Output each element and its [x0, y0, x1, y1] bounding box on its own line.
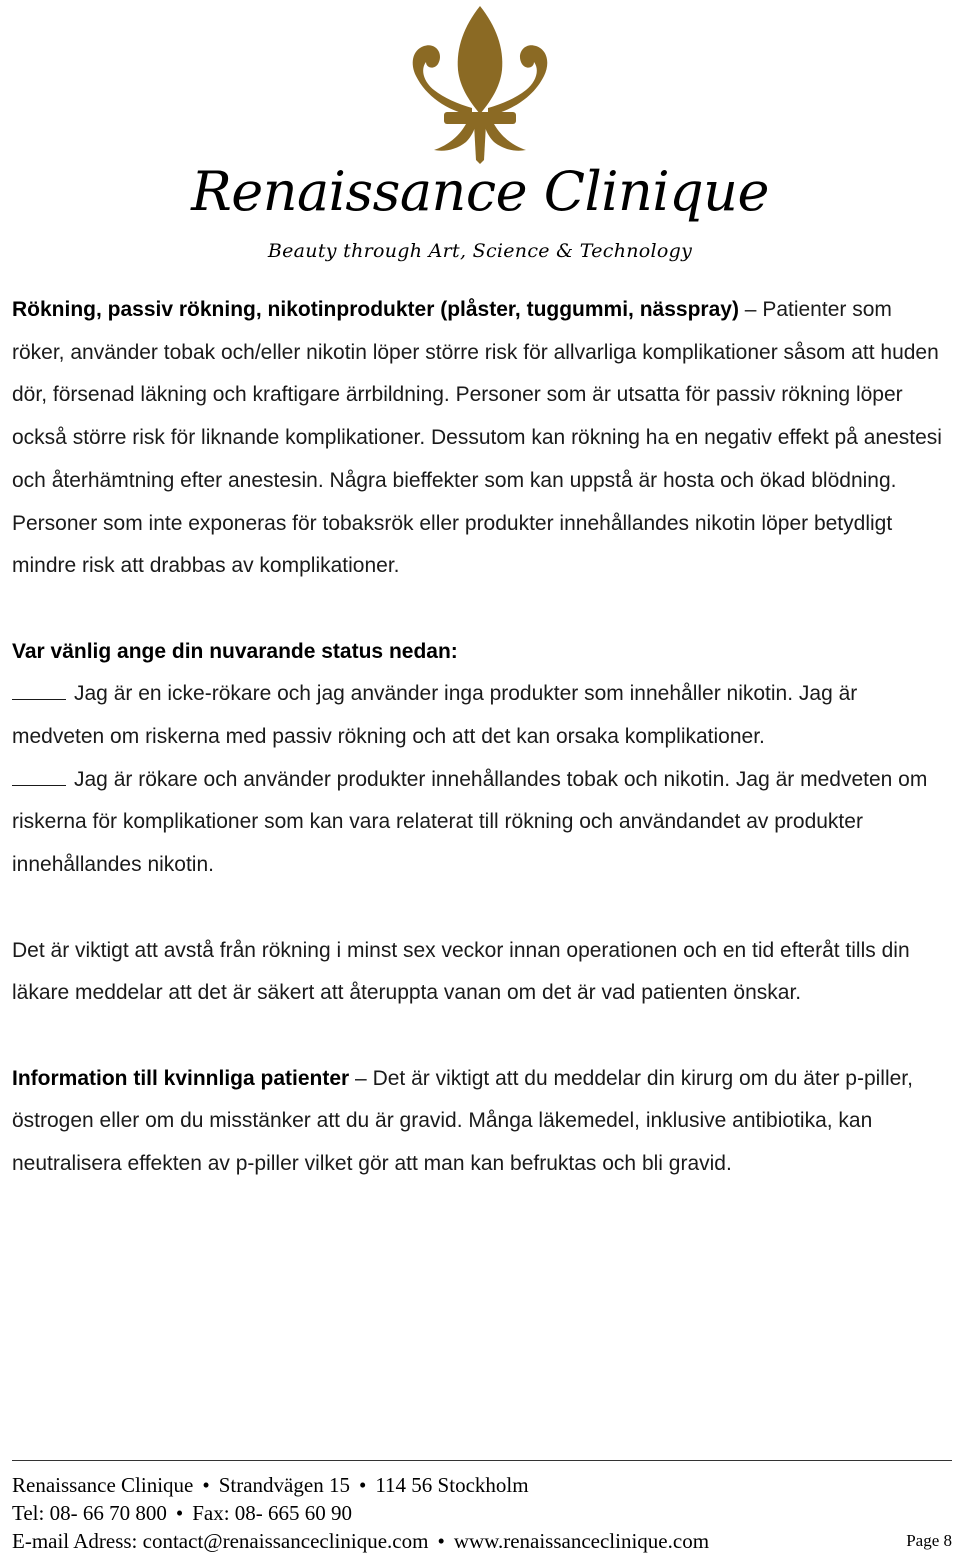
status-heading: Var vänlig ange din nuvarande status nedan:: [12, 639, 458, 663]
footer-phone-line: [12, 1499, 952, 1527]
checkbox-blank-line[interactable]: [12, 677, 66, 700]
abstain-paragraph: Det är viktigt att avstå från rökning i minst sex veckor innan operationen och en tid efteråt tills din läkare meddelar att det är säkert att återuppta vanan om det är vad patienten önskar.: [12, 938, 910, 1005]
smoking-paragraph: [12, 289, 942, 588]
letterhead: [0, 0, 960, 275]
bullet-icon: •: [202, 1473, 210, 1497]
smoking-heading: Rökning, passiv rökning, nikotinprodukter (plåster, tuggummi, nässpray): [12, 298, 739, 321]
footer-email[interactable]: E-mail Adress: contact@renaissanceclinique.com: [12, 1529, 429, 1553]
footer-website[interactable]: www.renaissanceclinique.com: [453, 1529, 710, 1553]
footer-address-line: [12, 1471, 952, 1499]
women-paragraph: [12, 1058, 942, 1186]
footer-street: Strandvägen 15: [218, 1473, 350, 1497]
footer: [12, 1471, 952, 1555]
brand-tagline: Beauty through Art, Science & Technology: [267, 240, 693, 262]
footer-divider: [12, 1460, 952, 1461]
brand-name: Renaissance Clinique: [191, 160, 769, 223]
women-body: Det är viktigt att du meddelar din kirurg om du äter p-piller, östrogen eller om du misstänker att du är gravid. Många läkemedel, inklusive antibiotika, kan neutralisera effekten av p-piller vilket gör att man kan befruktas och bli gravid.: [12, 1066, 913, 1176]
footer-contact-line: [12, 1527, 952, 1555]
women-dash: –: [349, 1066, 373, 1090]
footer-postal: 114 56 Stockholm: [375, 1473, 529, 1497]
option-smoker: [12, 759, 942, 887]
bullet-icon: •: [175, 1501, 184, 1525]
footer-company: Renaissance Clinique: [12, 1473, 194, 1497]
document-body: [12, 289, 942, 1186]
option-nonsmoker: [12, 673, 942, 758]
footer-tel: Tel: 08- 66 70 800: [12, 1501, 167, 1525]
women-heading: Information till kvinnliga patienter: [12, 1066, 350, 1090]
bullet-icon: •: [437, 1529, 445, 1553]
checkbox-blank-line[interactable]: [12, 763, 66, 786]
option-nonsmoker-text: Jag är en icke-rökare och jag använder inga produkter som innehåller nikotin. Jag är medveten om riskerna med passiv rökning och att det kan orsaka komplikationer.: [12, 682, 858, 749]
fleur-de-lis-icon: [386, 4, 574, 164]
page-number: Page 8: [906, 1531, 952, 1550]
option-smoker-text: Jag är rökare och använder produkter innehållandes tobak och nikotin. Jag är medveten om riskerna för komplikationer som kan vara relaterat till rökning och användandet av produkter innehållandes nikotin.: [12, 767, 928, 877]
bullet-icon: •: [358, 1473, 367, 1497]
footer-fax: Fax: 08- 665 60 90: [192, 1501, 353, 1525]
smoking-dash: –: [738, 298, 763, 321]
smoking-body: Patienter som röker, använder tobak och/eller nikotin löper större risk för allvarliga komplikationer såsom att huden dör, försenad läkning och kraftigare ärrbildning. Personer som är utsatta för passiv rökning löper också större risk för liknande komplikationer. Dessutom kan rökning ha en negativ effekt på anestesi och återhämtning efter anestesin. Några bieffekter som kan uppstå är hosta och ökad blödning. Personer som inte exponeras för tobaksrök eller produkter innehållandes nikotin löper betydligt mindre risk att drabbas av komplikationer.: [12, 298, 942, 578]
